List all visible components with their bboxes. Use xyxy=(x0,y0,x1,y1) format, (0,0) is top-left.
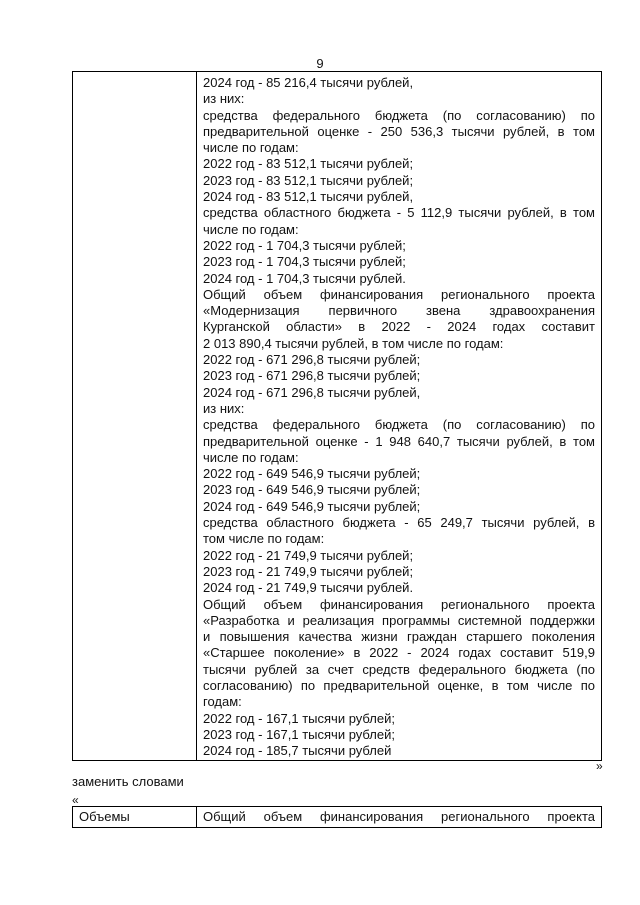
text-line: годам: xyxy=(203,694,242,710)
text-line: 2024 год - 21 749,9 тысячи рублей. xyxy=(203,580,414,596)
text-line: 2023 год - 1 704,3 тысячи рублей; xyxy=(203,254,406,270)
text-line: 2022 год - 649 546,9 тысячи рублей; xyxy=(203,466,421,482)
text-line: из них: xyxy=(203,91,245,107)
text-line: Общий объем финансирования регионального проекта xyxy=(203,596,595,612)
text-line: тысячи рублей за счет средств федерального бюджета (по xyxy=(203,661,595,677)
text-line: 2024 год - 185,7 тысячи рублей xyxy=(203,743,392,759)
text-line: предварительной оценке - 250 536,3 тысячи рублей, в том xyxy=(203,123,595,139)
text-line: 2024 год - 649 546,9 тысячи рублей; xyxy=(203,498,421,514)
closing-quote: » xyxy=(596,759,603,773)
text-line: предварительной оценке - 1 948 640,7 тысячи рублей, в том xyxy=(203,433,595,449)
text-line: средства областного бюджета - 65 249,7 тысячи рублей, в xyxy=(203,515,595,531)
text-line: 2022 год - 1 704,3 тысячи рублей; xyxy=(203,237,406,253)
text-line: «Модернизация первичного звена здравоохранения xyxy=(203,303,595,319)
text-line: 2022 год - 83 512,1 тысячи рублей; xyxy=(203,156,414,172)
replace-instruction: заменить словами xyxy=(72,774,184,789)
text-line: 2024 год - 671 296,8 тысячи рублей, xyxy=(203,384,421,400)
text-line: 2024 год - 1 704,3 тысячи рублей. xyxy=(203,270,406,286)
text-line: «Разработка и реализация программы системной поддержки xyxy=(203,612,595,628)
text-line: согласованию) по предварительной оценке, в том числе по xyxy=(203,677,595,693)
text-line: 2023 год - 21 749,9 тысячи рублей; xyxy=(203,563,414,579)
table-content-cell xyxy=(197,72,602,761)
text-line: и повышения качества жизни граждан старшего поколения xyxy=(203,629,595,645)
text-line: средства областного бюджета - 5 112,9 тысячи рублей, в том xyxy=(203,205,595,221)
replacement-table xyxy=(72,806,602,828)
table-left-cell xyxy=(73,72,197,761)
text-line: 2023 год - 649 546,9 тысячи рублей; xyxy=(203,482,421,498)
text-line: из них: xyxy=(203,400,245,416)
text-line: числе по годам: xyxy=(203,449,299,465)
text-line: 2022 год - 167,1 тысячи рублей; xyxy=(203,710,395,726)
page-number: 9 xyxy=(316,56,324,71)
text-line: Общий объем финансирования регионального проекта xyxy=(203,286,595,302)
text-line: числе по годам: xyxy=(203,221,299,237)
text-line: 2023 год - 167,1 тысячи рублей; xyxy=(203,726,395,742)
text-line: 2022 год - 671 296,8 тысячи рублей; xyxy=(203,352,421,368)
text-line: 2023 год - 83 512,1 тысячи рублей; xyxy=(203,172,414,188)
financing-table xyxy=(72,71,602,761)
text-line: 2 013 890,4 тысячи рублей, в том числе по годам: xyxy=(203,335,504,351)
text-line: средства федерального бюджета (по согласованию) по xyxy=(203,417,595,433)
text-line: 2023 год - 671 296,8 тысячи рублей; xyxy=(203,368,421,384)
text-line: том числе по годам: xyxy=(203,531,325,547)
text-line: числе по годам: xyxy=(203,140,299,156)
text-line: 2024 год - 85 216,4 тысячи рублей, xyxy=(203,75,414,90)
text-line: 2022 год - 21 749,9 тысячи рублей; xyxy=(203,547,414,563)
opening-quote: « xyxy=(72,793,79,807)
volumes-content-cell: Общий объем финансирования регионального проекта xyxy=(197,807,602,828)
volumes-label-cell: Объемы xyxy=(73,807,197,828)
text-line: Курганской области» в 2022 - 2024 годах составит xyxy=(203,319,595,335)
text-line: средства федерального бюджета (по согласованию) по xyxy=(203,107,595,123)
text-line: 2024 год - 83 512,1 тысячи рублей, xyxy=(203,189,414,205)
text-line: «Старшее поколение» в 2022 - 2024 годах составит 519,9 xyxy=(203,645,595,661)
